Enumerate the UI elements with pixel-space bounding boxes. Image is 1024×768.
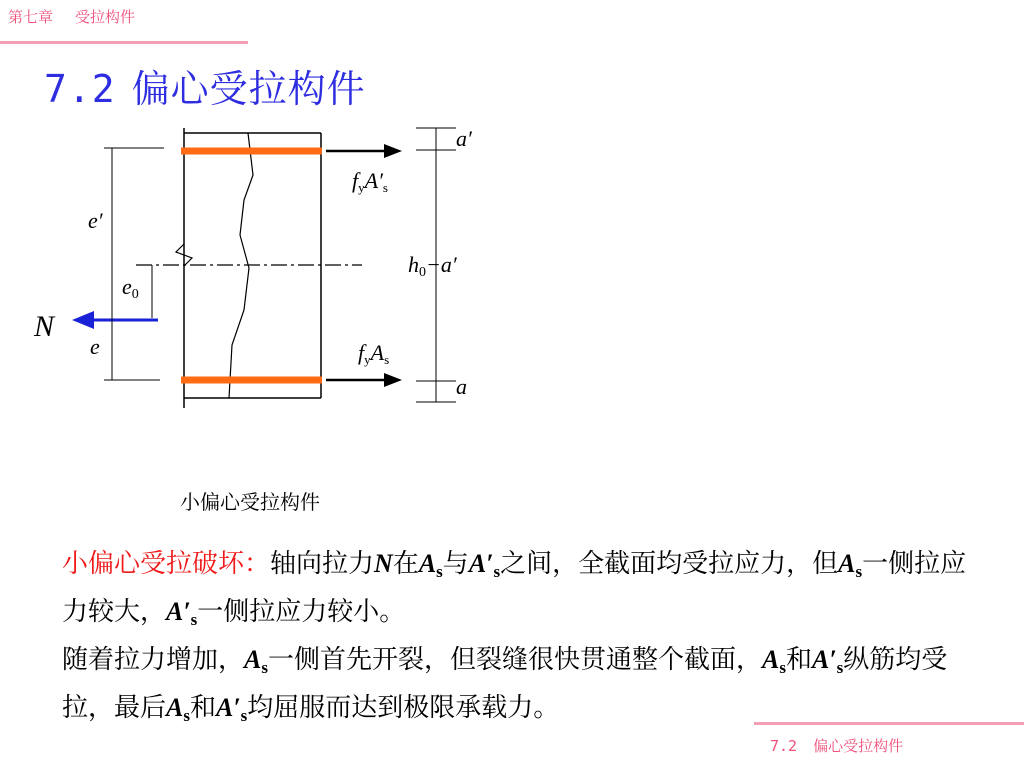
p1-symbol-as-prime: A′ bbox=[468, 549, 494, 578]
p2-sub-s: s bbox=[779, 658, 786, 677]
p2-sub-s: s bbox=[836, 658, 844, 677]
p1-sub-s: s bbox=[855, 562, 863, 581]
section-title: 偏心受拉构件 bbox=[131, 67, 366, 111]
figure-caption: 小偏心受拉构件 bbox=[180, 490, 320, 514]
footer-section-number: 7.2 bbox=[770, 737, 798, 755]
chapter-topic: 受拉构件 bbox=[75, 8, 136, 26]
p2-text-2: 一侧首先开裂，但裂缝很快贯通整个截面， bbox=[267, 645, 762, 675]
label-e0: e0 bbox=[122, 274, 139, 302]
label-fy-as: fyAs bbox=[358, 340, 390, 367]
paragraph-failure-description bbox=[62, 544, 992, 640]
p2-sub-s: s bbox=[240, 706, 248, 725]
p2-sub-s: s bbox=[261, 658, 268, 677]
label-h0-minus-a-prime: h0−a′ bbox=[408, 252, 457, 280]
p1-text-4: 之间，全截面均受拉应力，但 bbox=[500, 549, 839, 579]
bottom-force-arrowhead bbox=[384, 373, 402, 387]
p1-symbol-as: A bbox=[418, 549, 437, 578]
slide-footer bbox=[770, 735, 903, 756]
label-a: a bbox=[456, 374, 467, 399]
chapter-label: 第七章 bbox=[8, 8, 54, 26]
paragraph-heading: 小偏心受拉破坏： bbox=[62, 549, 271, 579]
p1-sub-s: s bbox=[436, 562, 443, 581]
p2-text-3: 和 bbox=[785, 645, 812, 675]
label-a-prime: a′ bbox=[456, 126, 472, 151]
p1-sub-s: s bbox=[493, 562, 501, 581]
label-e-prime: e′ bbox=[88, 208, 103, 233]
p2-symbol-as-prime: A′ bbox=[811, 645, 837, 674]
p2-symbol-as: A bbox=[166, 693, 184, 722]
label-fy-as-prime: fyA′s bbox=[352, 168, 388, 195]
p2-text-5: 和 bbox=[189, 693, 216, 723]
p2-symbol-as: A bbox=[762, 645, 780, 674]
footer-section-title: 偏心受拉构件 bbox=[813, 737, 904, 755]
p2-text-4: 纵筋均受拉，最后 bbox=[62, 645, 948, 723]
footer-divider bbox=[754, 722, 1024, 725]
section-number: 7.2 bbox=[44, 67, 116, 111]
p1-text-2: 在 bbox=[392, 549, 419, 579]
p2-symbol-as-prime: A′ bbox=[216, 693, 241, 722]
p1-text-1: 轴向拉力 bbox=[270, 549, 375, 579]
p1-symbol-as-prime: A′ bbox=[166, 597, 191, 626]
top-force-arrowhead bbox=[384, 144, 402, 158]
label-e: e bbox=[90, 334, 100, 359]
p1-symbol-as: A bbox=[838, 549, 856, 578]
n-force-arrowhead bbox=[72, 311, 94, 329]
p1-sub-s: s bbox=[190, 610, 198, 629]
p2-symbol-as: A bbox=[244, 645, 262, 674]
p1-text-5: 一侧拉应力较大， bbox=[62, 549, 967, 627]
label-n: N bbox=[34, 310, 55, 343]
p1-text-6: 一侧拉应力较小。 bbox=[197, 597, 406, 627]
p2-text-1: 随着拉力增加， bbox=[62, 645, 245, 675]
p1-text-3: 与 bbox=[442, 549, 469, 579]
p2-sub-s: s bbox=[183, 706, 190, 725]
p1-symbol-n: N bbox=[374, 549, 393, 578]
p2-text-6: 均屈服而达到极限承载力。 bbox=[247, 693, 560, 723]
